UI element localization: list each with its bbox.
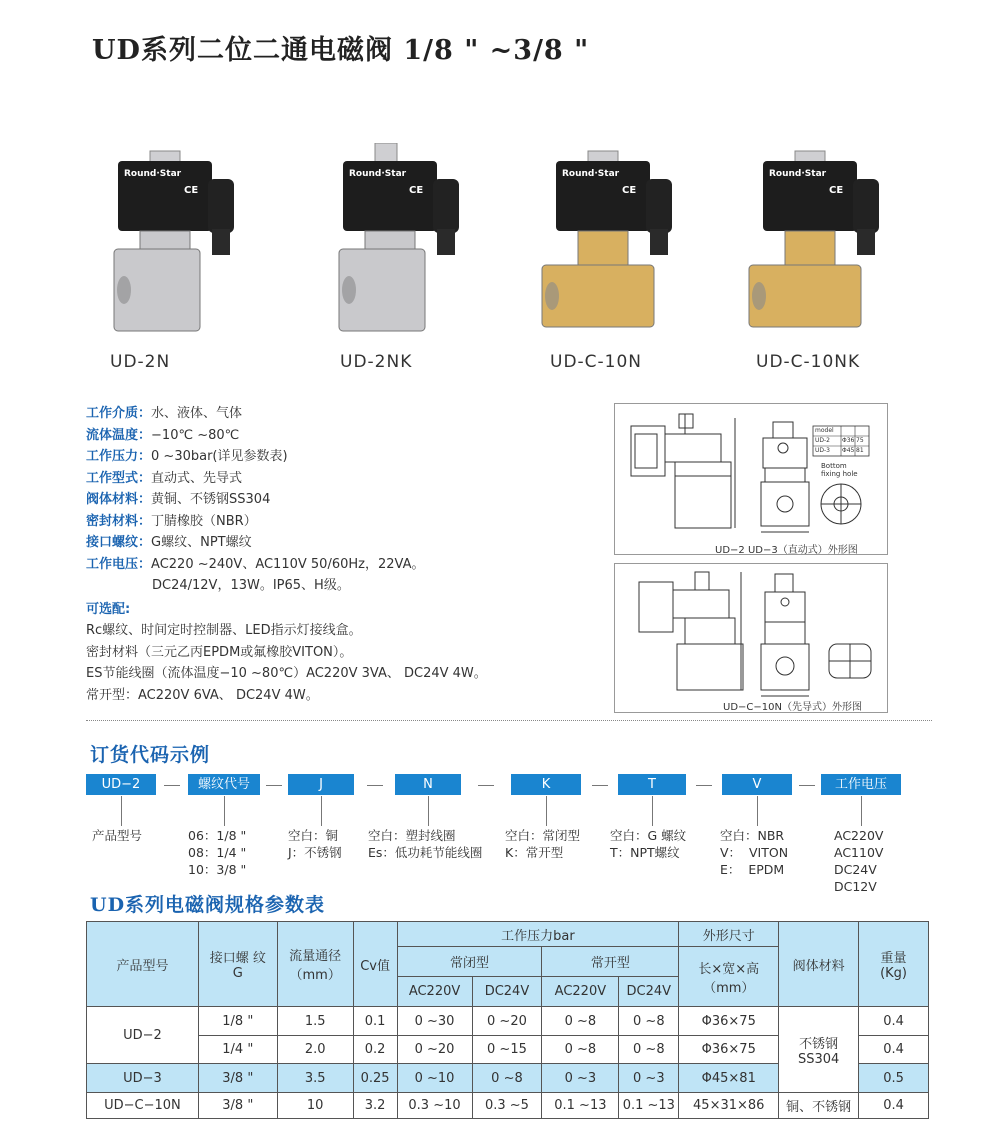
- voltage-line2: DC24/12V，13W。IP65、H级。: [152, 578, 350, 593]
- th-pressure-label: 工作压力bar: [501, 928, 575, 944]
- connector-line: [121, 796, 122, 826]
- spec-value: −10℃ ~80℃: [151, 427, 240, 443]
- product-image: [745, 143, 915, 343]
- order-code-note: 空白：NBR V： VITON E： EPDM: [720, 828, 789, 877]
- ce-mark-icon: CE: [622, 185, 637, 196]
- code-separator: [164, 785, 180, 786]
- cell-port: 1/8 ": [198, 1007, 277, 1036]
- cell-nc-dc: 0 ~8: [472, 1064, 542, 1093]
- code-separator: [367, 785, 383, 786]
- optional-title: 可选配:: [86, 601, 131, 617]
- spec-value: G螺纹、NPT螺纹: [151, 535, 252, 550]
- th-nc-ac: [397, 977, 472, 1007]
- th-ac-label: AC220V: [408, 984, 461, 999]
- connector-line: [428, 796, 429, 826]
- cell-no-dc: 0 ~3: [619, 1064, 679, 1093]
- product-image: [325, 143, 495, 343]
- cell-flow: 10: [277, 1093, 353, 1119]
- cell-no-dc: 0.1 ~13: [619, 1093, 679, 1119]
- cell-no-dc: 0 ~8: [619, 1007, 679, 1036]
- spec-colon: ：: [138, 406, 152, 421]
- spec-row: [86, 425, 487, 447]
- spec-value: AC220 ~240V、AC110V 50/60Hz，22VA。: [151, 556, 425, 572]
- product-brand-label: Round·Star: [124, 169, 182, 179]
- spec-key: 工作介质: [86, 406, 139, 421]
- connector-line: [224, 796, 225, 826]
- product-brand-label: Round·Star: [349, 169, 407, 179]
- cell-cv: 0.2: [353, 1036, 397, 1064]
- spec-value: 水、液体、气体: [151, 406, 243, 421]
- spec-table: [86, 921, 929, 1119]
- th-no: [542, 947, 679, 977]
- cell-cv: 0.1: [353, 1007, 397, 1036]
- th-nc: [397, 947, 542, 977]
- spec-colon: ：: [138, 449, 152, 464]
- code-separator: [478, 785, 494, 786]
- cell-weight: 0.4: [859, 1007, 929, 1036]
- cell-port: 1/4 ": [198, 1036, 277, 1064]
- product-name: UD-2N: [110, 352, 171, 372]
- spec-colon: ：: [138, 556, 152, 572]
- order-code-note: 产品型号: [92, 828, 143, 843]
- cell-no-dc: 0 ~8: [619, 1036, 679, 1064]
- product-brand-label: Round·Star: [562, 169, 620, 179]
- product-image: [100, 143, 270, 343]
- cell-nc-dc: 0 ~20: [472, 1007, 542, 1036]
- code-separator: [592, 785, 608, 786]
- order-code-box: 螺纹代号: [188, 774, 260, 795]
- cell-weight: 0.4: [859, 1093, 929, 1119]
- th-port: [198, 922, 277, 1007]
- order-code-box: UD−2: [86, 774, 156, 795]
- th-model: [87, 922, 199, 1007]
- cell-no-ac: 0 ~8: [542, 1036, 619, 1064]
- product-name: UD-C-10NK: [756, 352, 861, 372]
- th-flow: [277, 922, 353, 1007]
- th-cv: [353, 922, 397, 1007]
- spec-colon: ：: [138, 535, 152, 550]
- spec-key: 流体温度: [86, 427, 139, 443]
- order-code-note: 空白：塑封线圈 Es：低功耗节能线圈: [368, 828, 483, 860]
- cell-dim: 45×31×86: [679, 1093, 779, 1119]
- order-code-box: K: [511, 774, 581, 795]
- spec-row: [86, 403, 487, 425]
- cell-nc-ac: 0 ~10: [397, 1064, 472, 1093]
- order-code-note: 06：1/8 " 08：1/4 " 10：3/8 ": [188, 828, 247, 877]
- cell-nc-dc: 0 ~15: [472, 1036, 542, 1064]
- order-code-note: 空白：常闭型 K：常开型: [505, 828, 581, 860]
- cell-cv: 3.2: [353, 1093, 397, 1119]
- spec-row: [86, 468, 487, 490]
- diagram-pilot-operated: [614, 563, 888, 713]
- code-separator: [799, 785, 815, 786]
- th-no-label: 常开型: [590, 956, 630, 971]
- section-divider: [86, 720, 932, 721]
- th-material: [779, 922, 859, 1007]
- cell-no-ac: 0 ~3: [542, 1064, 619, 1093]
- th-cv-label: Cv值: [360, 958, 390, 974]
- code-separator: [696, 785, 712, 786]
- connector-line: [321, 796, 322, 826]
- order-code-note: 空白：G 螺纹 T：NPT螺纹: [610, 828, 687, 860]
- mini-table-cell: model: [815, 427, 834, 434]
- diagram-caption: UD−C−10N（先导式）外形图: [723, 702, 862, 713]
- spec-value: 直动式、先导式: [151, 470, 243, 486]
- page-title: UD系列二位二通电磁阀 1/8 " ~3/8 ": [92, 35, 590, 66]
- mini-table-cell: UD-2: [815, 437, 830, 444]
- mini-table-cell: 75: [856, 437, 864, 444]
- cell-dim: Φ36×75: [679, 1007, 779, 1036]
- table-heading: UD系列电磁阀规格参数表: [90, 894, 326, 916]
- spec-row: [86, 532, 487, 554]
- optional-line-3: ES节能线圈（流体温度−10 ~80℃）AC220V 3VA、 DC24V 4W。: [86, 666, 487, 681]
- th-dim: [679, 922, 779, 947]
- cell-nc-ac: 0 ~30: [397, 1007, 472, 1036]
- spec-key: 工作电压: [86, 556, 139, 572]
- th-dc-label: DC24V: [484, 984, 530, 999]
- ce-mark-icon: CE: [829, 185, 844, 196]
- th-weight-label: 重量 (Kg): [880, 951, 907, 981]
- cell-no-ac: 0.1 ~13: [542, 1093, 619, 1119]
- spec-value: 0 ~30bar(详见参数表): [151, 449, 288, 464]
- product-image: [538, 143, 708, 343]
- cell-nc-ac: 0 ~20: [397, 1036, 472, 1064]
- spec-key: 工作压力: [86, 449, 139, 464]
- cell-weight: 0.5: [859, 1064, 929, 1093]
- spec-key: 密封材料: [86, 513, 139, 529]
- order-code-box: 工作电压: [821, 774, 901, 795]
- spec-colon: ：: [138, 427, 152, 443]
- diagram-pilot-operated-drawing: [615, 564, 887, 712]
- th-flow-label: 流量通径 （mm）: [289, 949, 342, 983]
- ce-mark-icon: CE: [409, 185, 424, 196]
- cell-dim: Φ36×75: [679, 1036, 779, 1064]
- mini-table-cell: Φ36: [842, 437, 855, 444]
- spec-colon: ：: [138, 470, 152, 486]
- th-ac-label: AC220V: [554, 984, 607, 999]
- spec-row: [86, 446, 487, 468]
- product-brand-label: Round·Star: [769, 169, 827, 179]
- th-port-label: 接口螺 纹 G: [209, 951, 266, 981]
- cell-material-label: 不锈钢 SS304: [797, 1036, 840, 1067]
- th-dc-label: DC24V: [626, 984, 672, 999]
- optional-line-1: Rc螺纹、时间定时控制器、LED指示灯接线盒。: [86, 623, 362, 638]
- order-code-box: N: [395, 774, 461, 795]
- product-name: UD-2NK: [340, 352, 413, 372]
- cell-no-ac: 0 ~8: [542, 1007, 619, 1036]
- spec-list: [86, 403, 487, 706]
- cell-flow: 3.5: [277, 1064, 353, 1093]
- diagram-caption: UD−2 UD−3（直动式）外形图: [715, 545, 858, 556]
- th-nc-label: 常闭型: [449, 956, 489, 971]
- code-separator: [266, 785, 282, 786]
- th-dim-sub: [679, 947, 779, 1007]
- mini-table-cell: 81: [856, 447, 864, 454]
- optional-line-4: 常开型：AC220V 6VA、 DC24V 4W。: [86, 687, 319, 703]
- product-name: UD-C-10N: [550, 352, 643, 372]
- spec-row: [86, 511, 487, 533]
- mini-table-cell: Φ45: [842, 447, 855, 454]
- spec-key: 阀体材料: [86, 492, 139, 507]
- th-weight: [859, 922, 929, 1007]
- cell-dim: Φ45×81: [679, 1064, 779, 1093]
- connector-line: [861, 796, 862, 826]
- connector-line: [546, 796, 547, 826]
- cell-nc-ac: 0.3 ~10: [397, 1093, 472, 1119]
- order-code-box: V: [722, 774, 792, 795]
- th-pressure: [397, 922, 679, 947]
- spec-row: [86, 554, 487, 576]
- order-heading: 订货代码示例: [90, 744, 211, 766]
- diagram-direct-acting: [614, 403, 888, 555]
- cell-model: UD−2: [87, 1007, 199, 1064]
- bottom-fixing-label: Bottom fixing hole: [821, 462, 858, 478]
- connector-line: [757, 796, 758, 826]
- cell-port: 3/8 ": [198, 1093, 277, 1119]
- spec-key: 接口螺纹: [86, 535, 139, 550]
- cell-model: UD−C−10N: [87, 1093, 199, 1119]
- th-material-label: 阀体材料: [792, 958, 845, 974]
- cell-cv: 0.25: [353, 1064, 397, 1093]
- cell-flow: 1.5: [277, 1007, 353, 1036]
- order-code-box: J: [288, 774, 354, 795]
- optional-line-2: 密封材料（三元乙丙EPDM或氟橡胶VITON）。: [86, 644, 353, 660]
- th-nc-dc: [472, 977, 542, 1007]
- cell-weight: 0.4: [859, 1036, 929, 1064]
- connector-line: [652, 796, 653, 826]
- cell-model: UD−3: [87, 1064, 199, 1093]
- order-code-box: T: [618, 774, 686, 795]
- th-no-dc: [619, 977, 679, 1007]
- th-dim-label: 外形尺寸: [702, 928, 755, 944]
- ce-mark-icon: CE: [184, 185, 199, 196]
- cell-material: [779, 1007, 859, 1093]
- spec-colon: ：: [138, 492, 152, 507]
- spec-row: [86, 489, 487, 511]
- th-dim-sub-label: 长×宽×高 （mm）: [698, 961, 760, 996]
- cell-nc-dc: 0.3 ~5: [472, 1093, 542, 1119]
- order-code-note: AC220V AC110V DC24V DC12V: [834, 828, 884, 894]
- th-model-label: 产品型号: [116, 958, 169, 974]
- cell-material-last: 铜、不锈钢: [779, 1093, 859, 1119]
- mini-table-cell: UD-3: [815, 447, 830, 454]
- spec-value: 黄铜、不锈钢SS304: [151, 492, 271, 507]
- spec-colon: ：: [138, 513, 152, 529]
- spec-key: 工作型式: [86, 470, 139, 486]
- order-code-note: 空白：铜 J：不锈钢: [288, 828, 342, 860]
- cell-port: 3/8 ": [198, 1064, 277, 1093]
- cell-flow: 2.0: [277, 1036, 353, 1064]
- mini-table: [813, 426, 869, 456]
- spec-value: 丁腈橡胶（NBR）: [151, 513, 257, 529]
- th-no-ac: [542, 977, 619, 1007]
